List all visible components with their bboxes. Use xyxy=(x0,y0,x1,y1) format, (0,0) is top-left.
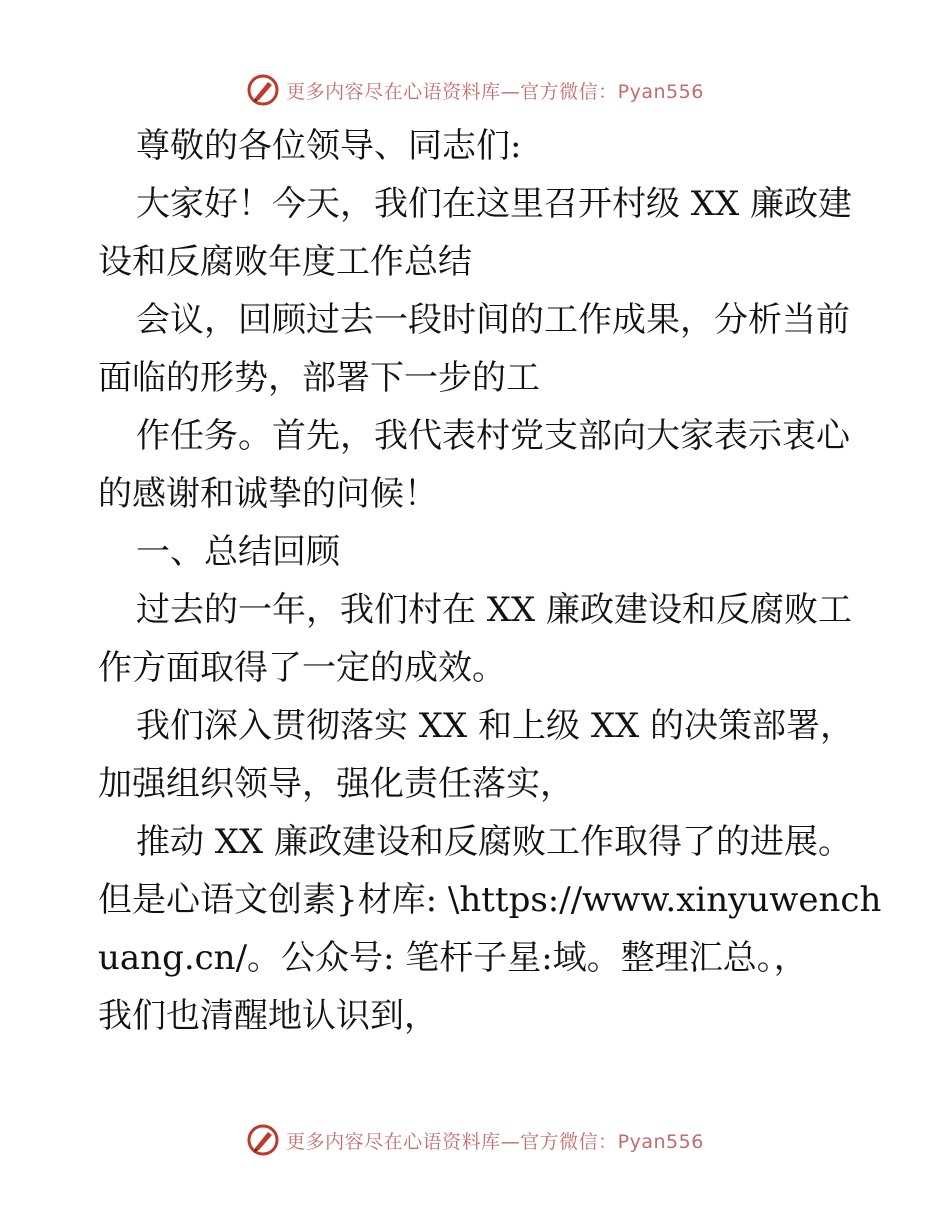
quill-logo-icon xyxy=(246,1123,280,1157)
section-heading: 一、总结回顾 xyxy=(136,532,340,572)
header-watermark xyxy=(0,70,950,110)
text-line: uang.cn/。公众号: 笔杆子星:域。整理汇总。， xyxy=(98,938,808,978)
text-line: 会议，回顾过去一段时间的工作成果，分析当前 xyxy=(136,300,850,340)
text-line: 尊敬的各位领导、同志们: xyxy=(136,126,522,166)
text-line: 作方面取得了一定的成效。 xyxy=(98,648,506,688)
text-line: 推动 XX 廉政建设和反腐败工作取得了的进展。 xyxy=(136,822,853,862)
text-line: 设和反腐败年度工作总结 xyxy=(98,242,472,282)
text-line: 但是心语文创素}材库: \https://www.xinyuwench xyxy=(98,880,882,920)
text-line: 作任务。首先，我代表村党支部向大家表示衷心 xyxy=(136,416,850,456)
text-line: 加强组织领导，强化责任落实， xyxy=(98,764,574,804)
text-line: 的感谢和诚挚的问候！ xyxy=(98,474,438,514)
text-line: 过去的一年，我们村在 XX 廉政建设和反腐败工 xyxy=(136,590,853,630)
text-line: 大家好！今天，我们在这里召开村级 XX 廉政建 xyxy=(136,184,853,224)
footer-watermark xyxy=(0,1120,950,1160)
text-line: 面临的形势，部署下一步的工 xyxy=(98,358,540,398)
text-line: 我们深入贯彻落实 XX 和上级 XX 的决策部署， xyxy=(136,706,855,746)
text-line: 我们也清醒地认识到， xyxy=(98,996,438,1036)
watermark-text: 更多内容尽在心语资料库—官方微信：Pyan556 xyxy=(286,80,704,103)
quill-logo-icon xyxy=(246,73,280,107)
watermark-text: 更多内容尽在心语资料库—官方微信：Pyan556 xyxy=(286,1130,704,1153)
